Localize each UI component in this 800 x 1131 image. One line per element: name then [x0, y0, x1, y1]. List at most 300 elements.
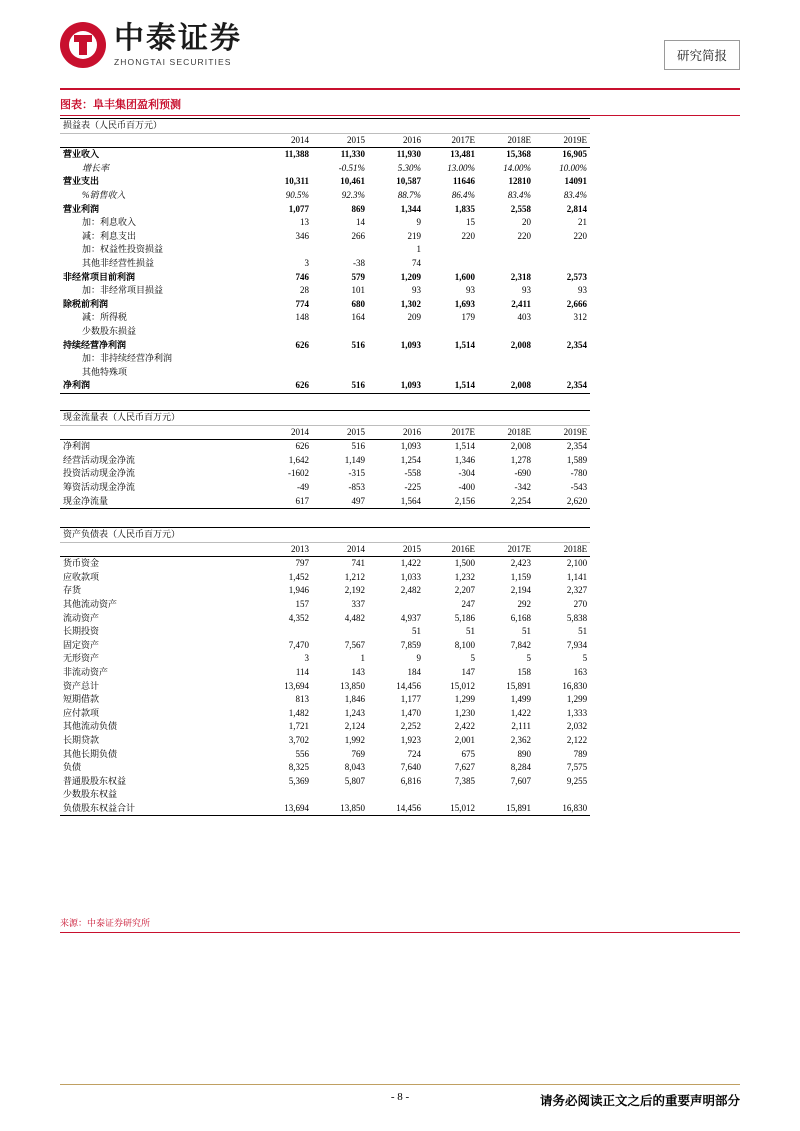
table-cell: 10,311 — [284, 176, 309, 187]
table-cell — [478, 352, 534, 366]
table-cell: 1,835 — [454, 203, 475, 214]
table-cell: 93 — [466, 285, 475, 296]
table-cell: 7,470 — [288, 639, 309, 650]
table-cell: 7,640 — [400, 762, 421, 773]
table-cell: -780 — [570, 468, 588, 479]
row-label: 短期借款 — [63, 694, 100, 705]
table-cell: 14,456 — [396, 680, 421, 691]
table-cell: 1,499 — [510, 694, 531, 705]
table-cell: 158 — [517, 666, 531, 677]
table-cell — [256, 243, 312, 257]
table-caption-row — [60, 119, 590, 134]
table-cell — [478, 325, 534, 339]
table-cell: 15 — [466, 217, 475, 228]
source-note: 来源：中泰证券研究所 — [60, 918, 151, 928]
table-cell: 11646 — [452, 176, 475, 187]
table-cell: 4,937 — [400, 612, 421, 623]
cash-flow-table — [60, 410, 590, 509]
table-cell: 21 — [578, 217, 588, 228]
table-cell: 724 — [407, 748, 421, 759]
row-label: 固定资产 — [63, 639, 100, 650]
table-cell: 13,850 — [312, 802, 368, 816]
column-header: 2014 — [256, 133, 312, 148]
table-cell: 2,001 — [454, 734, 475, 745]
table-cell — [256, 162, 312, 176]
table-cell: 51 — [522, 626, 531, 637]
table-row — [60, 720, 590, 734]
row-label: 非经常项目前利润 — [63, 271, 136, 282]
table-cell: 1,721 — [288, 721, 309, 732]
table-cell: 2,422 — [454, 721, 475, 732]
table-cell: 1,500 — [454, 558, 475, 569]
column-header: 2014 — [256, 425, 312, 440]
row-label: 加：非持续经营净利润 — [82, 353, 173, 364]
column-header: 2018E — [478, 133, 534, 148]
row-label: 营业收入 — [63, 149, 100, 160]
table-row — [60, 257, 590, 271]
table-cell: 51 — [466, 626, 475, 637]
row-label: 长期投资 — [63, 626, 100, 637]
table-cell: 10,461 — [340, 176, 365, 187]
table-cell: 266 — [351, 230, 365, 241]
table-cell: 86.4% — [451, 189, 475, 200]
table-cell: 746 — [295, 271, 309, 282]
table-cell: 1,278 — [510, 454, 531, 465]
row-label: 少数股东损益 — [82, 325, 137, 336]
row-label: 加：利息收入 — [82, 217, 137, 228]
table-row — [60, 625, 590, 639]
table-cell: 10,587 — [396, 176, 421, 187]
row-label: 净利润 — [60, 379, 256, 393]
table-cell: 890 — [517, 748, 531, 759]
table-cell: 2,558 — [510, 203, 531, 214]
table-cell: 93 — [522, 285, 531, 296]
row-label: 营业支出 — [63, 176, 100, 187]
table-cell: 1,243 — [344, 707, 365, 718]
brand-logo — [60, 22, 242, 68]
table-cell: 1,514 — [424, 379, 478, 393]
figure-title: 图表：阜丰集团盈利预测 — [60, 96, 740, 116]
table-row — [60, 802, 590, 816]
table-cell: 2,032 — [566, 721, 588, 732]
table-cell: 3,702 — [288, 734, 309, 745]
header-divider — [60, 88, 740, 90]
table-cell: 2,207 — [454, 585, 475, 596]
row-label: 除税前利润 — [63, 298, 109, 309]
column-header: 2015 — [368, 542, 424, 557]
table-cell: -1602 — [288, 468, 309, 479]
table-cell: 2,318 — [510, 271, 531, 282]
table-cell: 1,209 — [400, 271, 421, 282]
row-label: 长期贷款 — [63, 734, 100, 745]
table-row — [60, 652, 590, 666]
table-header-row — [60, 425, 590, 440]
row-label: %销售收入 — [82, 189, 126, 200]
table-cell: 270 — [573, 598, 588, 609]
table-cell: 1,642 — [288, 454, 309, 465]
table-cell — [256, 788, 312, 802]
table-row — [60, 693, 590, 707]
table-cell — [534, 366, 590, 380]
table-cell: 3 — [304, 653, 309, 664]
table-row — [60, 379, 590, 393]
table-cell: 93 — [412, 285, 421, 296]
table-caption-row — [60, 528, 590, 543]
table-row — [60, 454, 590, 468]
table-row — [60, 189, 590, 203]
table-cell: 51 — [578, 626, 588, 637]
table-cell: 1,299 — [454, 694, 475, 705]
table-cell: 16,830 — [562, 680, 588, 691]
table-cell: 1 — [416, 244, 421, 255]
table-cell: 1,564 — [368, 495, 424, 509]
table-cell: 1,470 — [400, 707, 421, 718]
page-number: - 8 - — [390, 1091, 410, 1103]
table-cell: 7,385 — [454, 775, 475, 786]
table-cell: 7,842 — [510, 639, 531, 650]
row-label: 存货 — [63, 585, 82, 596]
table-cell: -400 — [458, 481, 475, 492]
table-cell: 7,859 — [400, 639, 421, 650]
table-cell: 7,934 — [566, 639, 588, 650]
table-cell: 148 — [295, 312, 309, 323]
table-row — [60, 366, 590, 380]
column-header: 2018E — [478, 425, 534, 440]
table-cell: 15,891 — [506, 680, 531, 691]
table-cell: 15,368 — [506, 149, 531, 160]
table-cell: 556 — [295, 748, 309, 759]
table-cell: 579 — [351, 271, 365, 282]
table-row — [60, 162, 590, 176]
table-row — [60, 352, 590, 366]
table-cell: 247 — [461, 598, 475, 609]
table-cell: 1,177 — [400, 694, 421, 705]
row-label: 现金净流量 — [60, 495, 256, 509]
table-row — [60, 230, 590, 244]
row-label: 应付款项 — [63, 707, 100, 718]
table-cell: 7,627 — [454, 762, 475, 773]
table-cell — [368, 366, 424, 380]
table-cell: 869 — [351, 203, 365, 214]
table-caption: 损益表（人民币百万元） — [60, 119, 590, 134]
row-label: 其他流动资产 — [63, 598, 118, 609]
row-label: 增长率 — [82, 162, 110, 173]
table-cell: 164 — [351, 312, 365, 323]
table-cell: 1,452 — [288, 571, 309, 582]
row-label: 其他非经营性损益 — [82, 257, 155, 268]
table-cell: -304 — [458, 468, 475, 479]
table-row — [60, 680, 590, 694]
table-cell: 1,093 — [400, 339, 421, 350]
table-cell: 83.4% — [507, 189, 531, 200]
table-cell: 2,814 — [566, 203, 588, 214]
table-cell: 741 — [351, 558, 365, 569]
table-cell: -558 — [404, 468, 421, 479]
table-cell: 74 — [412, 257, 421, 268]
table-cell — [368, 598, 424, 612]
column-header: 2013 — [256, 542, 312, 557]
table-cell: 3 — [304, 257, 309, 268]
table-cell: 2,156 — [424, 495, 478, 509]
table-cell — [534, 352, 590, 366]
table-cell — [534, 325, 590, 339]
column-header: 2017E — [424, 425, 478, 440]
table-cell: 9 — [416, 653, 421, 664]
table-cell — [534, 788, 590, 802]
table-cell: 1,093 — [368, 379, 424, 393]
table-cell: 8,325 — [288, 762, 309, 773]
table-cell: 5,186 — [454, 612, 475, 623]
table-cell: 2,192 — [344, 585, 365, 596]
row-label: 加：权益性投资损益 — [82, 244, 164, 255]
table-cell: 14 — [356, 217, 365, 228]
row-label: 应收款项 — [63, 571, 100, 582]
report-type-badge: 研究简报 — [664, 40, 740, 70]
table-cell: 774 — [295, 298, 309, 309]
table-cell: 312 — [573, 312, 588, 323]
column-header: 2015 — [312, 133, 368, 148]
table-cell — [312, 325, 368, 339]
source-divider — [60, 932, 740, 933]
table-cell: 1,846 — [344, 694, 365, 705]
table-row — [60, 666, 590, 680]
row-label: 筹资活动现金净流 — [63, 481, 136, 492]
table-cell — [312, 788, 368, 802]
table-cell: 8,043 — [344, 762, 365, 773]
table-cell: 1,923 — [400, 734, 421, 745]
table-cell: 813 — [295, 694, 309, 705]
table-cell: 1,212 — [344, 571, 365, 582]
table-cell: 220 — [573, 230, 588, 241]
table-cell: 5,369 — [288, 775, 309, 786]
row-label: 净利润 — [63, 441, 91, 452]
table-cell: 626 — [256, 379, 312, 393]
table-cell: 14091 — [564, 176, 588, 187]
zhongtai-logo-icon — [60, 22, 106, 68]
table-cell: 51 — [412, 626, 421, 637]
table-cell: 14.00% — [503, 162, 531, 173]
table-cell: 1,693 — [454, 298, 475, 309]
table-cell: 16,830 — [534, 802, 590, 816]
table-cell: -225 — [404, 481, 421, 492]
table-cell: 2,122 — [566, 734, 588, 745]
table-cell: 2,362 — [510, 734, 531, 745]
row-label: 负债 — [63, 762, 82, 773]
table-cell — [312, 625, 368, 639]
table-cell: 1,514 — [454, 441, 475, 452]
table-cell: 1 — [360, 653, 365, 664]
table-cell: 2,573 — [566, 271, 588, 282]
table-cell: 179 — [461, 312, 475, 323]
row-label: 其他特殊项 — [82, 366, 128, 377]
footer-disclaimer: 请务必阅读正文之后的重要声明部分 — [539, 1094, 740, 1108]
table-cell: -38 — [353, 257, 365, 268]
table-cell: 13,481 — [450, 149, 475, 160]
table-cell: 11,388 — [284, 149, 309, 160]
brand-name-en: ZHONGTAI SECURITIES — [114, 56, 232, 67]
table-cell: 90.5% — [285, 189, 309, 200]
table-cell: 15,012 — [424, 802, 478, 816]
table-cell: -690 — [514, 468, 531, 479]
table-cell: 2,354 — [534, 379, 590, 393]
table-cell: 88.7% — [397, 189, 421, 200]
table-cell: 675 — [461, 748, 475, 759]
table-cell: 5.30% — [397, 162, 421, 173]
column-header: 2016 — [368, 133, 424, 148]
table-cell — [534, 257, 590, 271]
table-cell: 8,100 — [454, 639, 475, 650]
table-cell: 93 — [578, 285, 588, 296]
table-cell: 1,946 — [288, 585, 309, 596]
table-cell: 12810 — [508, 176, 531, 187]
table-cell: 516 — [312, 379, 368, 393]
table-row — [60, 761, 590, 775]
table-cell: 16,905 — [562, 149, 588, 160]
row-label: 流动资产 — [63, 612, 100, 623]
table-row — [60, 243, 590, 257]
table-cell: 2,254 — [478, 495, 534, 509]
table-cell: 11,930 — [396, 149, 421, 160]
table-caption: 资产负债表（人民币百万元） — [60, 528, 590, 543]
table-cell: 7,575 — [566, 762, 588, 773]
column-header: 2016 — [368, 425, 424, 440]
table-cell: 101 — [351, 285, 365, 296]
table-cell: 680 — [351, 298, 365, 309]
column-header: 2018E — [534, 542, 590, 557]
table-cell: -543 — [570, 481, 588, 492]
table-cell: 292 — [517, 598, 531, 609]
table-cell: 2,666 — [566, 298, 588, 309]
table-caption-row — [60, 411, 590, 426]
table-cell: 1,514 — [454, 339, 475, 350]
row-label: 营业利润 — [63, 203, 100, 214]
table-cell — [256, 366, 312, 380]
table-row — [60, 325, 590, 339]
table-cell: 15,891 — [478, 802, 534, 816]
table-cell: 2,252 — [400, 721, 421, 732]
table-cell: 1,093 — [400, 441, 421, 452]
table-cell: 1,422 — [510, 707, 531, 718]
table-cell: 2,124 — [344, 721, 365, 732]
table-header-row — [60, 542, 590, 557]
table-cell: 13,694 — [284, 680, 309, 691]
row-label: 普通股股东权益 — [63, 775, 127, 786]
row-label: 持续经营净利润 — [63, 339, 127, 350]
table-cell: 5,838 — [566, 612, 588, 623]
table-cell: 143 — [351, 666, 365, 677]
table-caption: 现金流量表（人民币百万元） — [60, 411, 590, 426]
table-cell: 147 — [461, 666, 475, 677]
table-cell — [256, 325, 312, 339]
table-cell: 337 — [351, 598, 365, 609]
table-cell: 220 — [517, 230, 531, 241]
table-row — [60, 571, 590, 585]
table-cell: 4,482 — [344, 612, 365, 623]
table-row — [60, 495, 590, 509]
table-cell: 1,344 — [400, 203, 421, 214]
table-cell: 2,354 — [566, 441, 588, 452]
table-row — [60, 339, 590, 353]
table-cell: 617 — [256, 495, 312, 509]
table-cell: 1,232 — [454, 571, 475, 582]
table-cell: 1,422 — [400, 558, 421, 569]
table-cell: 92.3% — [341, 189, 365, 200]
table-cell: 1,230 — [454, 707, 475, 718]
table-header-blank — [60, 542, 256, 557]
table-cell: 797 — [295, 558, 309, 569]
table-cell: 20 — [522, 217, 531, 228]
income-statement-table — [60, 118, 590, 394]
table-row — [60, 707, 590, 721]
table-cell: 13,850 — [340, 680, 365, 691]
balance-sheet-table — [60, 527, 590, 816]
footer-divider — [60, 1084, 740, 1085]
table-cell: 11,330 — [340, 149, 365, 160]
row-label: 其他长期负债 — [63, 748, 118, 759]
table-cell: 346 — [295, 230, 309, 241]
table-cell: -0.51% — [338, 162, 365, 173]
row-label: 减：所得税 — [82, 312, 128, 323]
table-cell: -342 — [514, 481, 531, 492]
table-cell — [478, 243, 534, 257]
table-cell: 2,008 — [510, 441, 531, 452]
table-header-blank — [60, 133, 256, 148]
table-cell: 1,346 — [454, 454, 475, 465]
table-cell: 1,033 — [400, 571, 421, 582]
table-row — [60, 203, 590, 217]
table-cell: 1,333 — [566, 707, 588, 718]
table-row — [60, 271, 590, 285]
table-cell — [424, 352, 478, 366]
row-label: 非流动资产 — [63, 666, 109, 677]
table-cell: 1,299 — [566, 694, 588, 705]
table-cell: 7,607 — [510, 775, 531, 786]
column-header: 2019E — [534, 425, 590, 440]
table-cell — [424, 243, 478, 257]
table-cell — [478, 366, 534, 380]
table-row — [60, 175, 590, 189]
table-cell — [256, 352, 312, 366]
table-row — [60, 284, 590, 298]
table-row — [60, 216, 590, 230]
table-cell: 15,012 — [450, 680, 475, 691]
table-cell — [534, 243, 590, 257]
table-cell: 28 — [300, 285, 309, 296]
table-row — [60, 440, 590, 454]
row-label: 货币资金 — [63, 558, 100, 569]
table-row — [60, 311, 590, 325]
row-label: 少数股东权益 — [63, 789, 118, 800]
row-label: 资产总计 — [63, 680, 100, 691]
table-cell: 516 — [351, 441, 365, 452]
table-cell: 1,159 — [510, 571, 531, 582]
table-cell: 626 — [295, 339, 309, 350]
table-cell: 2,620 — [534, 495, 590, 509]
table-cell: 789 — [573, 748, 588, 759]
table-row — [60, 748, 590, 762]
row-label: 经营活动现金净流 — [63, 454, 136, 465]
table-cell — [368, 325, 424, 339]
table-row — [60, 467, 590, 481]
table-cell: 13 — [300, 217, 309, 228]
table-cell — [424, 788, 478, 802]
table-cell: 1,254 — [400, 454, 421, 465]
table-cell — [424, 325, 478, 339]
table-cell: 10.00% — [559, 162, 588, 173]
table-cell: 6,816 — [400, 775, 421, 786]
table-cell: -315 — [348, 468, 365, 479]
table-row — [60, 298, 590, 312]
